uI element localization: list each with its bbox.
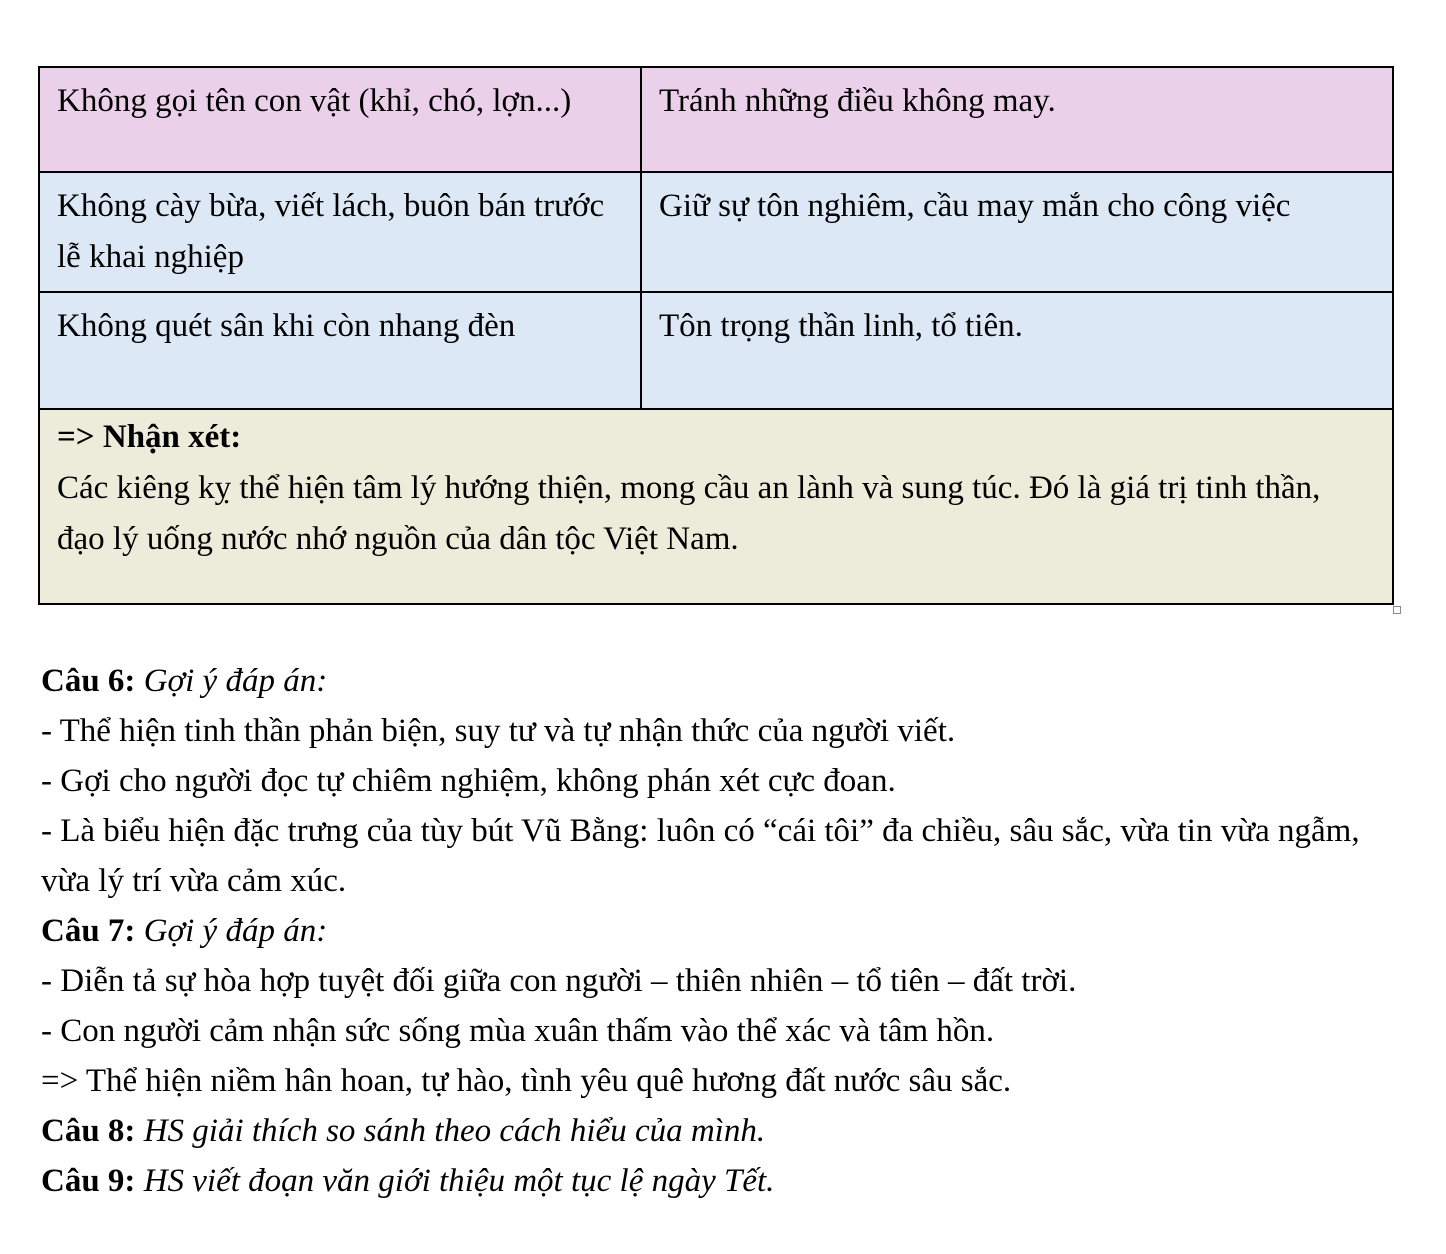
question-hint: HS giải thích so sánh theo cách hiểu của mình. (143, 1113, 766, 1149)
question-7-heading (41, 906, 1411, 956)
answer-line: - Con người cảm nhận sức sống mùa xuân thấm vào thể xác và tâm hồn. (41, 1013, 995, 1049)
table-resize-handle[interactable] (1393, 606, 1401, 614)
question-hint: HS viết đoạn văn giới thiệu một tục lệ ngày Tết. (143, 1163, 775, 1199)
answers-section (41, 656, 1411, 1206)
question-label: Câu 8: (41, 1113, 136, 1149)
verdict-cell (39, 409, 1393, 604)
verdict-row (39, 409, 1393, 604)
table-row (39, 292, 1393, 409)
question-label: Câu 6: (41, 663, 136, 699)
meaning-cell: Tránh những điều không may. (641, 67, 1393, 172)
question-8-heading (41, 1106, 1411, 1156)
taboo-cell: Không gọi tên con vật (khỉ, chó, lợn...) (39, 67, 641, 172)
meaning-cell: Giữ sự tôn nghiêm, cầu may mắn cho công việc (641, 172, 1393, 292)
meaning-cell: Tôn trọng thần linh, tổ tiên. (641, 292, 1393, 409)
verdict-heading: => Nhận xét: (57, 419, 242, 455)
table-row (39, 67, 1393, 172)
taboo-cell: Không cày bừa, viết lách, buôn bán trước lễ khai nghiệp (39, 172, 641, 292)
question-hint: Gợi ý đáp án: (143, 913, 328, 949)
question-label: Câu 9: (41, 1163, 136, 1199)
verdict-text: Các kiêng kỵ thể hiện tâm lý hướng thiện, mong cầu an lành và sung túc. Đó là giá trị tinh thần, đạo lý uống nước nhớ nguồn của dân tộc Việt Nam. (57, 470, 1321, 557)
question-label: Câu 7: (41, 913, 136, 949)
taboo-cell: Không quét sân khi còn nhang đèn (39, 292, 641, 409)
question-hint: Gợi ý đáp án: (143, 663, 328, 699)
question-6-heading (41, 656, 1411, 706)
taboo-table (38, 66, 1394, 605)
answer-line: => Thể hiện niềm hân hoan, tự hào, tình yêu quê hương đất nước sâu sắc. (41, 1063, 1012, 1099)
answer-line: - Gợi cho người đọc tự chiêm nghiệm, không phán xét cực đoan. (41, 763, 896, 799)
answer-line: - Là biểu hiện đặc trưng của tùy bút Vũ Bằng: luôn có “cái tôi” đa chiều, sâu sắc, vừa tin vừa ngẫm, vừa lý trí vừa cảm xúc. (41, 813, 1360, 899)
answer-line: - Thể hiện tinh thần phản biện, suy tư và tự nhận thức của người viết. (41, 713, 956, 749)
answer-line: - Diễn tả sự hòa hợp tuyệt đối giữa con người – thiên nhiên – tổ tiên – đất trời. (41, 963, 1077, 999)
table-row (39, 172, 1393, 292)
question-9-heading (41, 1156, 1411, 1206)
